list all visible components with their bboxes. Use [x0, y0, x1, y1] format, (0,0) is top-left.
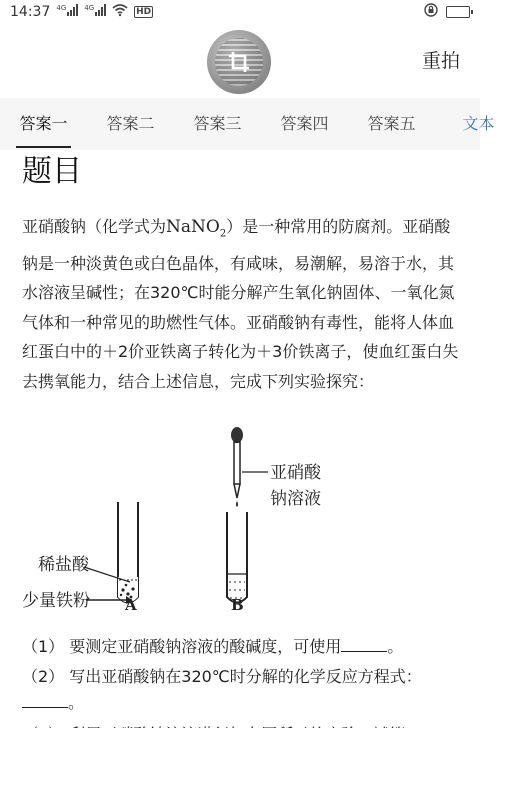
- crop-icon: [226, 49, 252, 75]
- bottom-area: [0, 728, 480, 800]
- wifi-icon: [112, 4, 128, 20]
- tab-answer-1[interactable]: 答案一: [0, 98, 87, 150]
- network-type-2: 4G: [84, 4, 95, 12]
- status-bar: [0, 0, 480, 24]
- question-heading: 题目: [22, 154, 82, 189]
- label-tube-b: B: [231, 596, 244, 614]
- label-tube-a: A: [125, 596, 137, 614]
- chemical-formula: NaNO$_2$: [166, 217, 227, 240]
- label-dropper-line2: 钠溶液: [270, 489, 321, 509]
- question-1: （1） 要测定亚硝酸钠溶液的酸碱度，可使用 。: [22, 637, 404, 656]
- signal-icon: [56, 4, 78, 20]
- test-tube-b: [227, 512, 247, 603]
- tab-answer-5[interactable]: 答案五: [367, 114, 416, 133]
- question-2: （2） 写出亚硝酸钠在320℃时分解的化学反应方程式：。: [22, 667, 422, 712]
- status-left: [10, 4, 153, 20]
- question-paragraph: [22, 212, 462, 396]
- status-time: 14:37: [10, 4, 51, 20]
- signal-icon-2: [84, 4, 106, 20]
- photo-thumbnail[interactable]: [207, 30, 271, 94]
- label-iron: 少量铁粉: [22, 591, 90, 611]
- experiment-diagram: [22, 422, 462, 612]
- lock-rotation-icon: [424, 3, 438, 21]
- para-before-formula: 亚硝酸钠（化学式为: [22, 217, 167, 236]
- dropper: [231, 427, 243, 507]
- label-dropper-line1: 亚硝酸: [270, 463, 321, 483]
- answer-blank-2: [22, 694, 68, 708]
- label-acid: 稀盐酸: [38, 555, 89, 575]
- answer-blank-1: [341, 638, 387, 652]
- tab-answer-4[interactable]: 答案四: [280, 114, 329, 133]
- test-tube-a: [118, 502, 138, 603]
- question-content: [0, 150, 480, 760]
- battery-icon: [446, 6, 470, 18]
- retake-button[interactable]: 重拍: [422, 46, 460, 73]
- answer-tabs: [0, 98, 495, 150]
- hd-badge: HD: [136, 7, 152, 17]
- status-right: [424, 3, 470, 21]
- network-type-1: 4G: [56, 4, 67, 12]
- tab-answer-3[interactable]: 答案三: [193, 114, 242, 133]
- header: [0, 24, 480, 96]
- tab-text[interactable]: 文本: [462, 114, 495, 133]
- tab-answer-2[interactable]: 答案二: [106, 114, 155, 133]
- para-after-formula: ）是一种常用的防腐剂。亚硝酸钠是一种淡黄色或白色晶体，有咸味，易潮解，易溶于水，其水溶液呈碱性；在320℃时能分解产生氧化钠固体、一氧化氮气体和一种常见的助燃性气体。亚硝酸钠有毒性，能将人体血红蛋白中的＋2价亚铁离子转化为＋3价铁离子，使血红蛋白失去携氧能力，结合上述信息，完成下列实验探究：: [22, 217, 459, 391]
